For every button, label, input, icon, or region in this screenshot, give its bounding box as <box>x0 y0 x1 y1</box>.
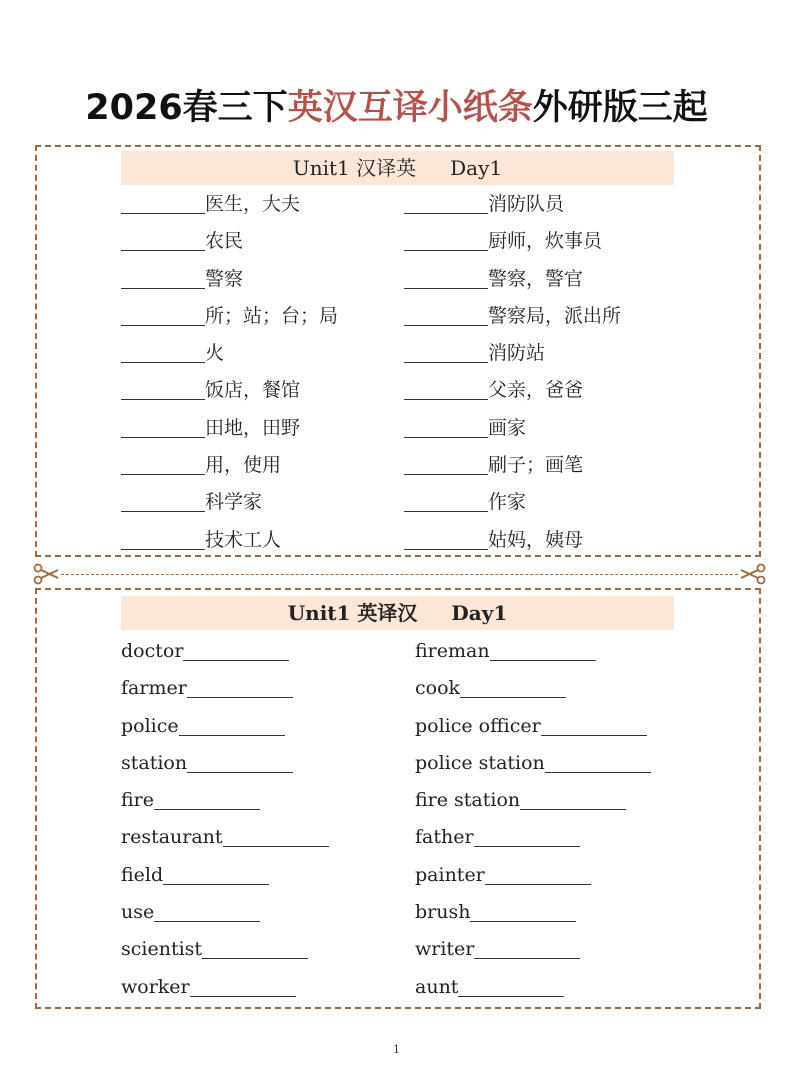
answer-blank[interactable] <box>460 695 566 698</box>
answer-blank[interactable] <box>404 360 488 363</box>
answer-blank[interactable] <box>121 472 205 475</box>
answer-blank[interactable] <box>520 807 626 810</box>
en-item-row <box>121 969 329 1006</box>
answer-blank[interactable] <box>190 994 296 997</box>
cn-item-row <box>121 335 338 372</box>
cn-item-text: 父亲，爸爸 <box>488 379 584 402</box>
en-item-text: fire station <box>415 789 521 812</box>
cn-item-text: 饭店，餐馆 <box>205 379 301 402</box>
en-item-row <box>415 633 651 670</box>
cn-to-en-section <box>35 145 761 557</box>
answer-blank[interactable] <box>474 956 580 959</box>
en-item-text: doctor <box>121 640 184 662</box>
answer-blank[interactable] <box>541 733 647 736</box>
cn-item-text: 警察局，派出所 <box>488 304 622 327</box>
answer-blank[interactable] <box>121 547 205 550</box>
en-to-cn-right-column <box>415 633 651 1006</box>
answer-blank[interactable] <box>179 733 285 736</box>
cn-item-row <box>404 186 621 223</box>
en-item-row <box>415 969 651 1006</box>
en-item-row <box>121 782 329 819</box>
en-item-row <box>415 782 651 819</box>
answer-blank[interactable] <box>404 323 488 326</box>
en-item-text: fire <box>121 789 154 812</box>
en-item-row <box>121 894 329 931</box>
title-suffix: 外研版三起 <box>532 88 708 128</box>
cn-item-row <box>404 261 621 298</box>
cn-item-row <box>121 484 338 521</box>
en-item-text: writer <box>415 938 475 961</box>
answer-blank[interactable] <box>490 658 596 661</box>
answer-blank[interactable] <box>121 360 205 363</box>
cn-item-row <box>121 186 338 223</box>
cn-item-text: 作家 <box>488 491 527 514</box>
scissors-icon <box>740 563 766 585</box>
en-item-text: cook <box>415 677 461 700</box>
answer-blank[interactable] <box>404 397 488 400</box>
answer-blank[interactable] <box>458 994 564 997</box>
cn-item-text: 警察 <box>205 267 244 290</box>
answer-blank[interactable] <box>404 472 488 475</box>
en-item-text: worker <box>121 975 190 998</box>
cn-item-text: 火 <box>205 342 225 365</box>
en-item-row <box>121 745 329 782</box>
answer-blank[interactable] <box>187 695 293 698</box>
en-item-text: restaurant <box>121 826 223 849</box>
en-item-row <box>121 670 329 707</box>
en-item-text: painter <box>415 863 485 886</box>
cn-item-text: 所；站；台；局 <box>205 304 339 327</box>
cn-item-text: 医生，大夫 <box>205 193 301 215</box>
en-item-row <box>415 670 651 707</box>
cn-item-row <box>404 372 621 409</box>
cn-item-text: 用，使用 <box>205 454 282 477</box>
cn-item-text: 科学家 <box>205 491 263 514</box>
answer-blank[interactable] <box>187 770 293 773</box>
cn-item-text: 画家 <box>488 416 527 439</box>
en-item-text: use <box>121 901 155 924</box>
cn-item-row <box>121 410 338 447</box>
en-item-row <box>415 894 651 931</box>
en-item-row <box>415 857 651 894</box>
cn-item-text: 技术工人 <box>205 528 282 551</box>
cn-to-en-left-column <box>121 186 338 559</box>
page-title <box>0 80 793 130</box>
cn-item-text: 消防队员 <box>488 193 565 215</box>
cn-item-row <box>404 335 621 372</box>
cn-item-row <box>121 298 338 335</box>
cn-to-en-header <box>121 151 674 185</box>
answer-blank[interactable] <box>154 807 260 810</box>
answer-blank[interactable] <box>404 211 488 214</box>
answer-blank[interactable] <box>404 248 488 251</box>
cn-item-row <box>121 372 338 409</box>
en-item-row <box>415 745 651 782</box>
answer-blank[interactable] <box>474 844 580 847</box>
cut-line-divider <box>33 563 766 585</box>
answer-blank[interactable] <box>404 509 488 512</box>
en-item-text: aunt <box>415 975 459 998</box>
answer-blank[interactable] <box>545 770 651 773</box>
answer-blank[interactable] <box>121 286 205 289</box>
answer-blank[interactable] <box>121 211 205 214</box>
answer-blank[interactable] <box>121 323 205 326</box>
en-to-cn-left-column <box>121 633 329 1006</box>
title-prefix: 2026春三下 <box>85 88 288 128</box>
cn-item-row <box>121 261 338 298</box>
cn-item-row <box>404 410 621 447</box>
answer-blank[interactable] <box>121 435 205 438</box>
scissors-icon <box>33 563 59 585</box>
cn-item-row <box>121 522 338 559</box>
en-item-text: father <box>415 826 474 849</box>
cn-item-row <box>404 447 621 484</box>
cn-item-text: 消防站 <box>488 342 546 365</box>
en-item-text: fireman <box>415 640 490 662</box>
answer-blank[interactable] <box>404 435 488 438</box>
en-item-row <box>121 708 329 745</box>
en-item-row <box>121 857 329 894</box>
cn-item-text: 刷子；画笔 <box>488 454 584 477</box>
page-number: 1 <box>393 1043 400 1056</box>
en-to-cn-header-day: Day1 <box>451 601 508 625</box>
en-item-row <box>415 708 651 745</box>
answer-blank[interactable] <box>121 397 205 400</box>
cn-to-en-header-day: Day1 <box>450 156 503 180</box>
en-item-text: field <box>121 863 164 886</box>
dashed-cut-line <box>61 574 738 575</box>
en-item-text: police <box>121 714 179 737</box>
cn-item-row <box>121 223 338 260</box>
en-to-cn-section <box>35 588 761 1009</box>
cn-to-en-right-column <box>404 186 621 559</box>
en-item-text: station <box>121 751 188 774</box>
cn-item-row <box>404 223 621 260</box>
answer-blank[interactable] <box>404 286 488 289</box>
cn-item-row <box>404 298 621 335</box>
en-to-cn-header-unit: Unit1 英译汉 <box>287 601 418 625</box>
answer-blank[interactable] <box>154 919 260 922</box>
cn-item-text: 姑妈，姨母 <box>488 528 584 551</box>
answer-blank[interactable] <box>223 844 329 847</box>
en-item-row <box>121 819 329 856</box>
cn-item-text: 农民 <box>205 230 244 253</box>
answer-blank[interactable] <box>485 882 591 885</box>
en-item-row <box>415 819 651 856</box>
cn-item-row <box>404 484 621 521</box>
cn-item-text: 厨师，炊事员 <box>488 230 603 253</box>
en-item-text: farmer <box>121 677 187 700</box>
answer-blank[interactable] <box>183 658 289 661</box>
answer-blank[interactable] <box>470 919 576 922</box>
en-item-row <box>121 931 329 968</box>
cn-item-row <box>121 447 338 484</box>
title-accent: 英汉互译小纸条 <box>287 88 533 128</box>
en-item-text: police station <box>415 751 545 774</box>
en-item-text: brush <box>415 901 471 924</box>
answer-blank[interactable] <box>202 956 308 959</box>
cn-item-text: 田地，田野 <box>205 416 301 439</box>
answer-blank[interactable] <box>163 882 269 885</box>
answer-blank[interactable] <box>404 547 488 550</box>
en-item-row <box>121 633 329 670</box>
cn-to-en-header-unit: Unit1 汉译英 <box>292 156 417 180</box>
answer-blank[interactable] <box>121 248 205 251</box>
en-item-text: scientist <box>121 938 203 961</box>
en-item-row <box>415 931 651 968</box>
en-to-cn-header <box>121 596 674 630</box>
cn-item-text: 警察，警官 <box>488 267 584 290</box>
answer-blank[interactable] <box>121 509 205 512</box>
en-item-text: police officer <box>415 714 541 737</box>
cn-item-row <box>404 522 621 559</box>
